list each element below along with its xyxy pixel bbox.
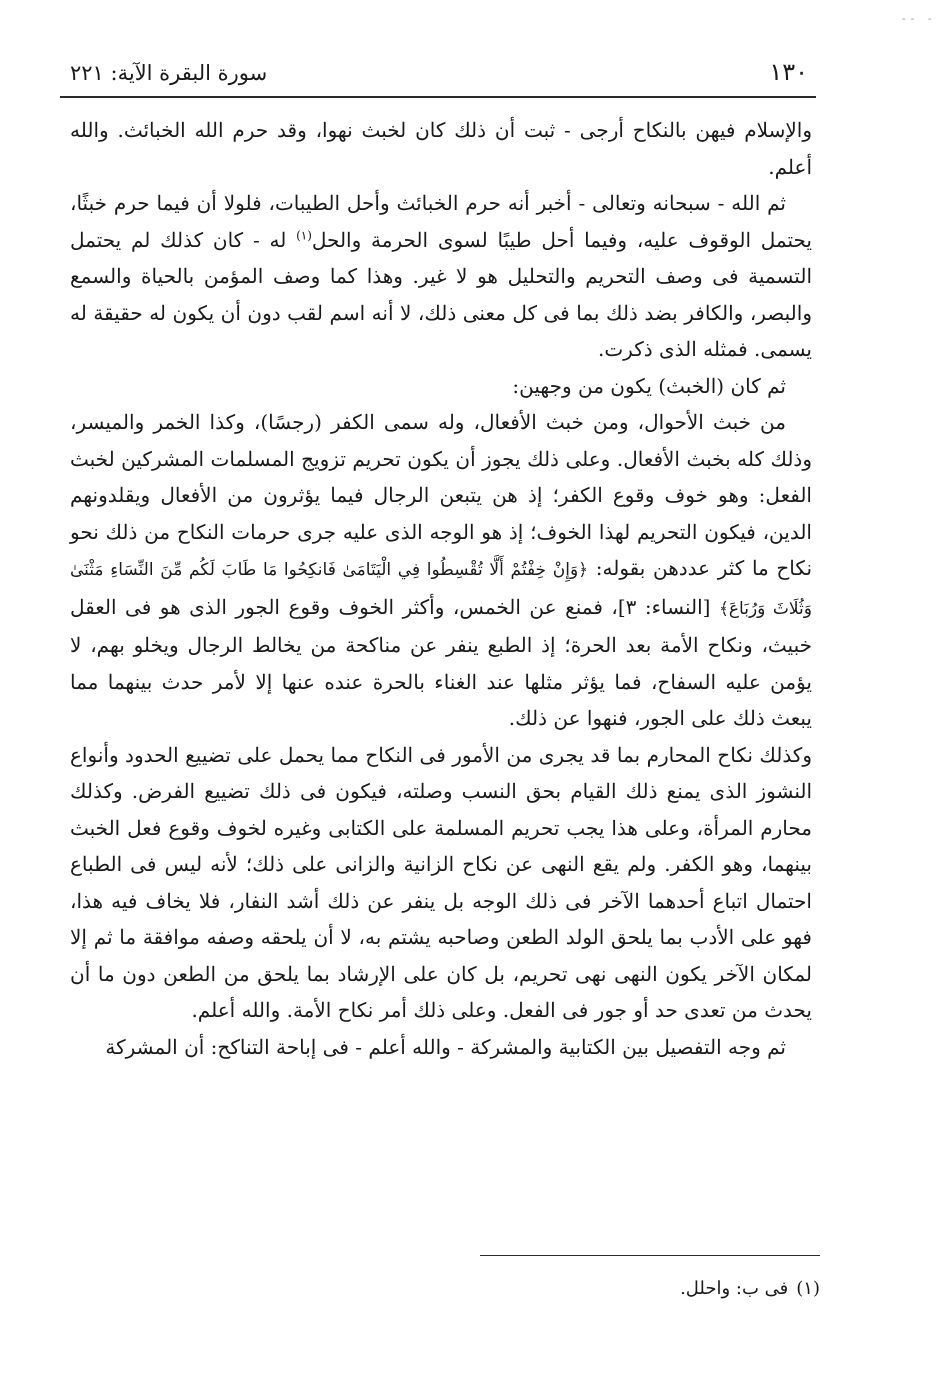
paragraph-5: وكذلك نكاح المحارم بما قد يجرى من الأمور فى النكاح مما يحمل على تضييع الحدود وأنواع النشوز الذى يمنع ذلك القيام بحق النسب وصلته، فيكون فى ذلك تضييع الفرض. وكذلك محارم المرأة، وعلى هذا يجب تحريم المسلمة على الكتابى وغيره لخوف وقوع فعل الخبث بينهما، وهو الكفر. ولم يقع النهى عن نكاح الزانية والزانى على ذلك؛ لأنه ليس فى الطباع احتمال اتباع أحدهما الآخر فى ذلك الوجه بل ينفر عن ذلك أشد النفار، فلا يخاف فيه هذا، فهو على الأدب بما يلحق الولد الطعن وصاحبه يشتم به، لا أن يلحقه وصفه موافقة ما ثم إلا لمكان الآخر يكون النهى نهى تحريم، بل كان على الإرشاد بما يلحق من الطعن دون ما أن يحدث من تعدى حد أو جور فى الفعل. وعلى ذلك أمر نكاح الأمة. والله أعلم.	[70, 742, 812, 1022]
footnote-text: فى ب: واحلل.	[680, 1278, 789, 1299]
quran-verse: ﴿وَإِنْ خِفْتُمْ أَلَّا تُقْسِطُوا فِي الْيَتَامَىٰ فَانكِحُوا مَا طَابَ لَكُم مِّنَ النِّسَاءِ مَثْنَىٰ وَثُلَاثَ وَرُبَاعَ﴾	[70, 560, 812, 619]
footnote-divider	[480, 1255, 820, 1256]
footnote-reference[interactable]: (١)	[296, 227, 312, 242]
paragraph-4: من خبث الأحوال، ومن خبث الأفعال، وله سمى الكفر (رجسًا)، وكذا الخمر والميسر، وذلك كله بخبث الأفعال. وعلى ذلك يجوز أن يكون تحريم تزويج المسلمات المشركين لخبث الفعل: وهو خوف وقوع الكفر؛ إذ هن يتبعن الرجال فيما يؤثرون من الأفعال ويقلدونهم الدين، فيكون التحريم لهذا الخوف؛ إذ هو الوجه الذى عليه جرى حرمات النكاح من ذلك نحو نكاح ما كثر عددهن بقوله: ﴿وَإِنْ خِفْتُمْ أَلَّا تُقْسِطُوا فِي الْيَتَامَىٰ فَانكِحُوا مَا طَابَ لَكُم مِّنَ النِّسَاءِ مَثْنَىٰ وَثُلَاثَ وَرُبَاعَ﴾ [النساء: ٣]، فمنع عن الخمس، وأكثر الخوف وقوع الجور الذى هو فى العقل خبيث، ونكاح الأمة بعد الحرة؛ إذ الطبع ينفر عن مناكحة من يخالط الرجال ويخلو بهم، لا يؤمن عليه السفاح، فما يؤثر مثلها عند الغناء بالحرة عنده عنها إلا لأمر حدث بينهما مما يبعث ذلك على الجور، فنهوا عن ذلك.	[70, 410, 813, 730]
paragraph-1: والإسلام فيهن بالنكاح أرجى - ثبت أن ذلك كان لخبث نهوا، وقد حرم الله الخبائث. والله أعلم.	[70, 118, 812, 179]
page-number: ١٣٠	[769, 58, 808, 86]
body-text	[70, 112, 812, 1065]
paragraph-2: ثم الله - سبحانه وتعالى - أخبر أنه حرم الخبائث وأحل الطيبات، فلولا أن فيما حرم خبثًا، يحتمل الوقوف عليه، وفيما أحل طيبًا لسوى الحرمة والحل$^{(١)}$ له - كان كذلك لم يحتمل التسمية فى وصف التحريم والتحليل هو لا غير. وهذا كما وصف المؤمن بالحياة والسمع والبصر، والكافر بضد ذلك بما فى كل معنى ذلك، لا أنه اسم لقب دون أن يكون له حقيقة له يسمى. فمثله الذى ذكرت.	[70, 191, 812, 361]
page-header	[60, 56, 816, 98]
footnote	[470, 1276, 820, 1302]
scan-corner-mark: -- -	[900, 12, 935, 25]
paragraph-3: ثم كان (الخبث) يكون من وجهين:	[512, 373, 786, 398]
running-title: سورة البقرة الآية: ٢٢١	[70, 61, 268, 85]
paragraph-6: ثم وجه التفصيل بين الكتابية والمشركة - والله أعلم - فى إباحة التناكح: أن المشركة	[105, 1034, 786, 1059]
footnote-number: (١)	[796, 1278, 820, 1299]
